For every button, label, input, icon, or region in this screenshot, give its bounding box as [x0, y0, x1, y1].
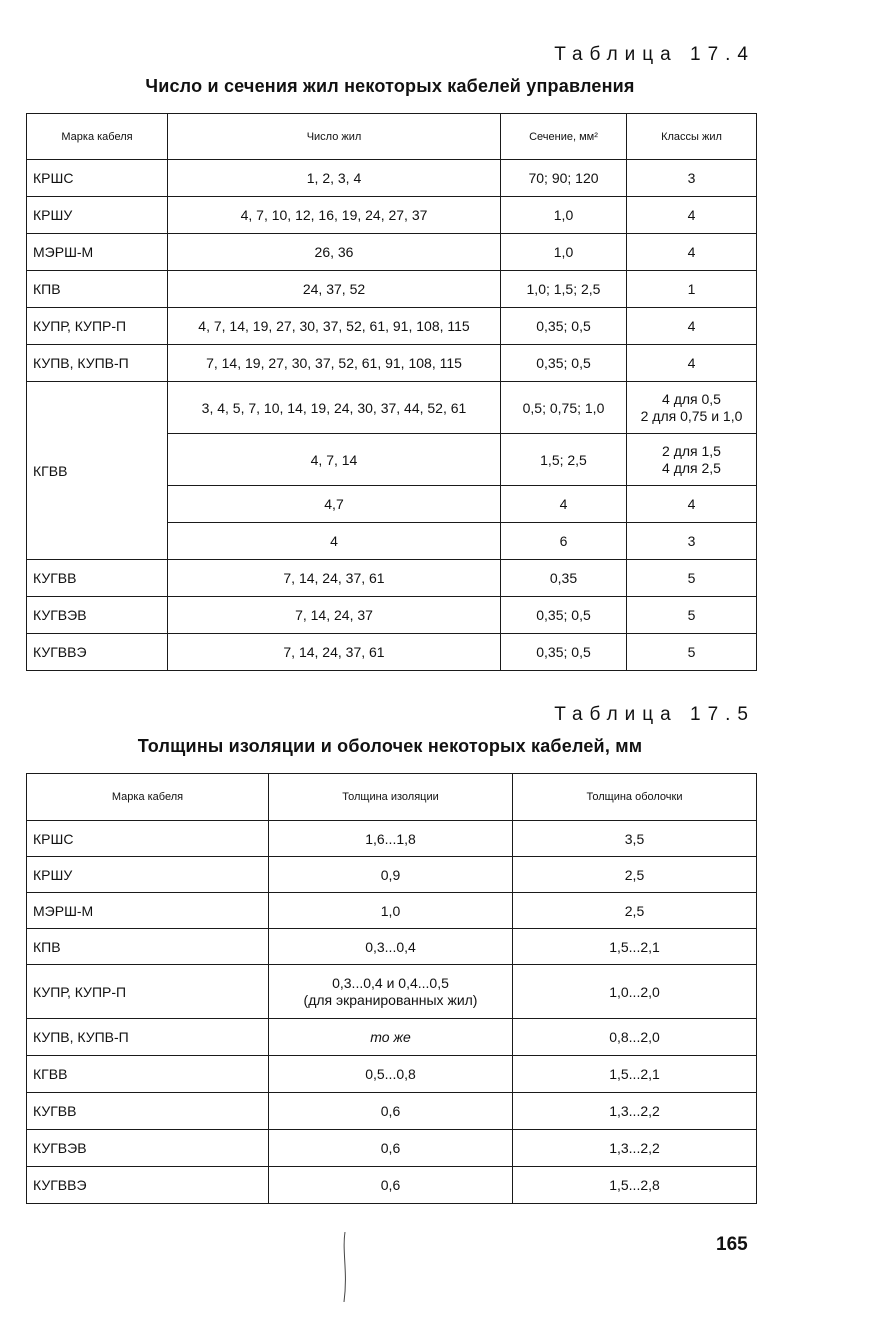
- cell-section: 1,0: [501, 197, 627, 234]
- cell-cores: 26, 36: [168, 234, 501, 271]
- cell-section: 0,35; 0,5: [501, 597, 627, 634]
- cell-cores: 7, 14, 24, 37, 61: [168, 634, 501, 671]
- table-row: [27, 634, 757, 671]
- table-17-5: [26, 773, 757, 1204]
- cell-class: 1: [627, 271, 757, 308]
- cell-brand-kgvv: КГВВ: [27, 382, 168, 560]
- cell-sheath: 0,8...2,0: [513, 1019, 757, 1056]
- cell-cores: 4, 7, 14, 19, 27, 30, 37, 52, 61, 91, 108, 115: [168, 308, 501, 345]
- cell-insulation: 1,6...1,8: [269, 821, 513, 857]
- cell-class: 4: [627, 197, 757, 234]
- cell-class: 3: [627, 160, 757, 197]
- cell-cores: 4,7: [168, 486, 501, 523]
- cell-sheath: 1,3...2,2: [513, 1093, 757, 1130]
- cell-insulation: 0,6: [269, 1093, 513, 1130]
- table-17-4: [26, 113, 757, 671]
- cell-insulation: [269, 965, 513, 1019]
- cell-brand: КУПВ, КУПВ-П: [27, 1019, 269, 1056]
- cell-sheath: 1,3...2,2: [513, 1130, 757, 1167]
- cell-brand: КУГВЭВ: [27, 597, 168, 634]
- cell-class: [627, 382, 757, 434]
- cell-section: 4: [501, 486, 627, 523]
- cell-brand: КУГВВЭ: [27, 1167, 269, 1204]
- cell-insulation: 0,6: [269, 1167, 513, 1204]
- table-row: [27, 597, 757, 634]
- cell-section: 6: [501, 523, 627, 560]
- cell-sheath: 1,5...2,1: [513, 1056, 757, 1093]
- cell-insulation: 0,9: [269, 857, 513, 893]
- cell-brand: КУПВ, КУПВ-П: [27, 345, 168, 382]
- cell-brand: КУГВВ: [27, 1093, 269, 1130]
- cell-cores: 7, 14, 19, 27, 30, 37, 52, 61, 91, 108, 115: [168, 345, 501, 382]
- table-row: [27, 1167, 757, 1204]
- header-sheath: Толщина оболочки: [513, 774, 757, 821]
- cell-section: 1,0: [501, 234, 627, 271]
- cell-cores: 1, 2, 3, 4: [168, 160, 501, 197]
- table-header-row: [27, 114, 757, 160]
- header-brand: Марка кабеля: [27, 774, 269, 821]
- class-line: 4 для 0,5: [662, 390, 721, 407]
- table-row: [27, 197, 757, 234]
- header-brand: Марка кабеля: [27, 114, 168, 160]
- table-row: [27, 929, 757, 965]
- cell-brand: КУГВВ: [27, 560, 168, 597]
- cell-sheath: 1,5...2,8: [513, 1167, 757, 1204]
- cell-cores: 4: [168, 523, 501, 560]
- cell-cores: 4, 7, 14: [168, 434, 501, 486]
- cell-class: [627, 434, 757, 486]
- cell-cores: 7, 14, 24, 37: [168, 597, 501, 634]
- cell-brand: КРШУ: [27, 197, 168, 234]
- table-row: [27, 965, 757, 1019]
- cell-section: 0,35; 0,5: [501, 634, 627, 671]
- table-17-5-title: Толщины изоляции и оболочек некоторых кабелей, мм: [137, 736, 643, 756]
- cell-class: 5: [627, 634, 757, 671]
- cell-insulation: 0,3...0,4: [269, 929, 513, 965]
- class-line: 2 для 0,75 и 1,0: [640, 407, 743, 424]
- cell-insulation: 1,0: [269, 893, 513, 929]
- table-row: [27, 271, 757, 308]
- table-row: [27, 1056, 757, 1093]
- insulation-note: (для экранированных жил): [303, 991, 478, 1008]
- table-17-4-title: Число и сечения жил некоторых кабелей управления: [145, 76, 635, 96]
- table-row: [27, 560, 757, 597]
- header-section: Сечение, мм²: [501, 114, 627, 160]
- table-row: [27, 234, 757, 271]
- cell-class: 4: [627, 234, 757, 271]
- table-row: [27, 821, 757, 857]
- table-row: [27, 1019, 757, 1056]
- cell-section: 1,0; 1,5; 2,5: [501, 271, 627, 308]
- cell-cores: 4, 7, 10, 12, 16, 19, 24, 27, 37: [168, 197, 501, 234]
- cell-brand: КГВВ: [27, 1056, 269, 1093]
- class-line: 4 для 2,5: [662, 459, 721, 476]
- cell-cores: 3, 4, 5, 7, 10, 14, 19, 24, 30, 37, 44, 52, 61: [168, 382, 501, 434]
- cell-brand: МЭРШ-М: [27, 234, 168, 271]
- cell-section: 70; 90; 120: [501, 160, 627, 197]
- table-row: [27, 1093, 757, 1130]
- table-row: [27, 308, 757, 345]
- cell-sheath: 2,5: [513, 857, 757, 893]
- cell-sheath: 1,5...2,1: [513, 929, 757, 965]
- table-row: [27, 382, 757, 434]
- cell-class: 5: [627, 560, 757, 597]
- cell-cores: 24, 37, 52: [168, 271, 501, 308]
- table-17-4-number: Таблица 17.4: [554, 44, 755, 65]
- cell-brand: КПВ: [27, 929, 269, 965]
- cell-brand: КУПР, КУПР-П: [27, 308, 168, 345]
- cell-class: 4: [627, 486, 757, 523]
- cell-section: 0,35: [501, 560, 627, 597]
- cell-sheath: 3,5: [513, 821, 757, 857]
- cell-brand: КУГВЭВ: [27, 1130, 269, 1167]
- table-row: [27, 1130, 757, 1167]
- cell-cores: 7, 14, 24, 37, 61: [168, 560, 501, 597]
- cell-brand: КПВ: [27, 271, 168, 308]
- header-cores: Число жил: [168, 114, 501, 160]
- table-row: [27, 857, 757, 893]
- page-binding-mark: [338, 1232, 352, 1302]
- cell-section: 1,5; 2,5: [501, 434, 627, 486]
- cell-class: 4: [627, 308, 757, 345]
- cell-section: 0,5; 0,75; 1,0: [501, 382, 627, 434]
- cell-insulation: то же: [269, 1019, 513, 1056]
- header-insulation: Толщина изоляции: [269, 774, 513, 821]
- table-17-5-number: Таблица 17.5: [554, 704, 755, 725]
- cell-brand: КРШУ: [27, 857, 269, 893]
- class-line: 2 для 1,5: [662, 442, 721, 459]
- table-row: [27, 893, 757, 929]
- cell-brand: КУПР, КУПР-П: [27, 965, 269, 1019]
- cell-class: 4: [627, 345, 757, 382]
- table-row: [27, 345, 757, 382]
- page-number: 165: [716, 1234, 748, 1255]
- table-header-row: [27, 774, 757, 821]
- cell-sheath: 2,5: [513, 893, 757, 929]
- cell-section: 0,35; 0,5: [501, 345, 627, 382]
- cell-brand: КРШС: [27, 821, 269, 857]
- cell-brand: КРШС: [27, 160, 168, 197]
- table-row: [27, 160, 757, 197]
- cell-class: 5: [627, 597, 757, 634]
- cell-sheath: 1,0...2,0: [513, 965, 757, 1019]
- cell-insulation: 0,5...0,8: [269, 1056, 513, 1093]
- cell-section: 0,35; 0,5: [501, 308, 627, 345]
- cell-insulation: 0,6: [269, 1130, 513, 1167]
- cell-brand: МЭРШ-М: [27, 893, 269, 929]
- header-class: Классы жил: [627, 114, 757, 160]
- cell-brand: КУГВВЭ: [27, 634, 168, 671]
- insulation-line: 0,3...0,4 и 0,4...0,5: [332, 974, 449, 991]
- cell-class: 3: [627, 523, 757, 560]
